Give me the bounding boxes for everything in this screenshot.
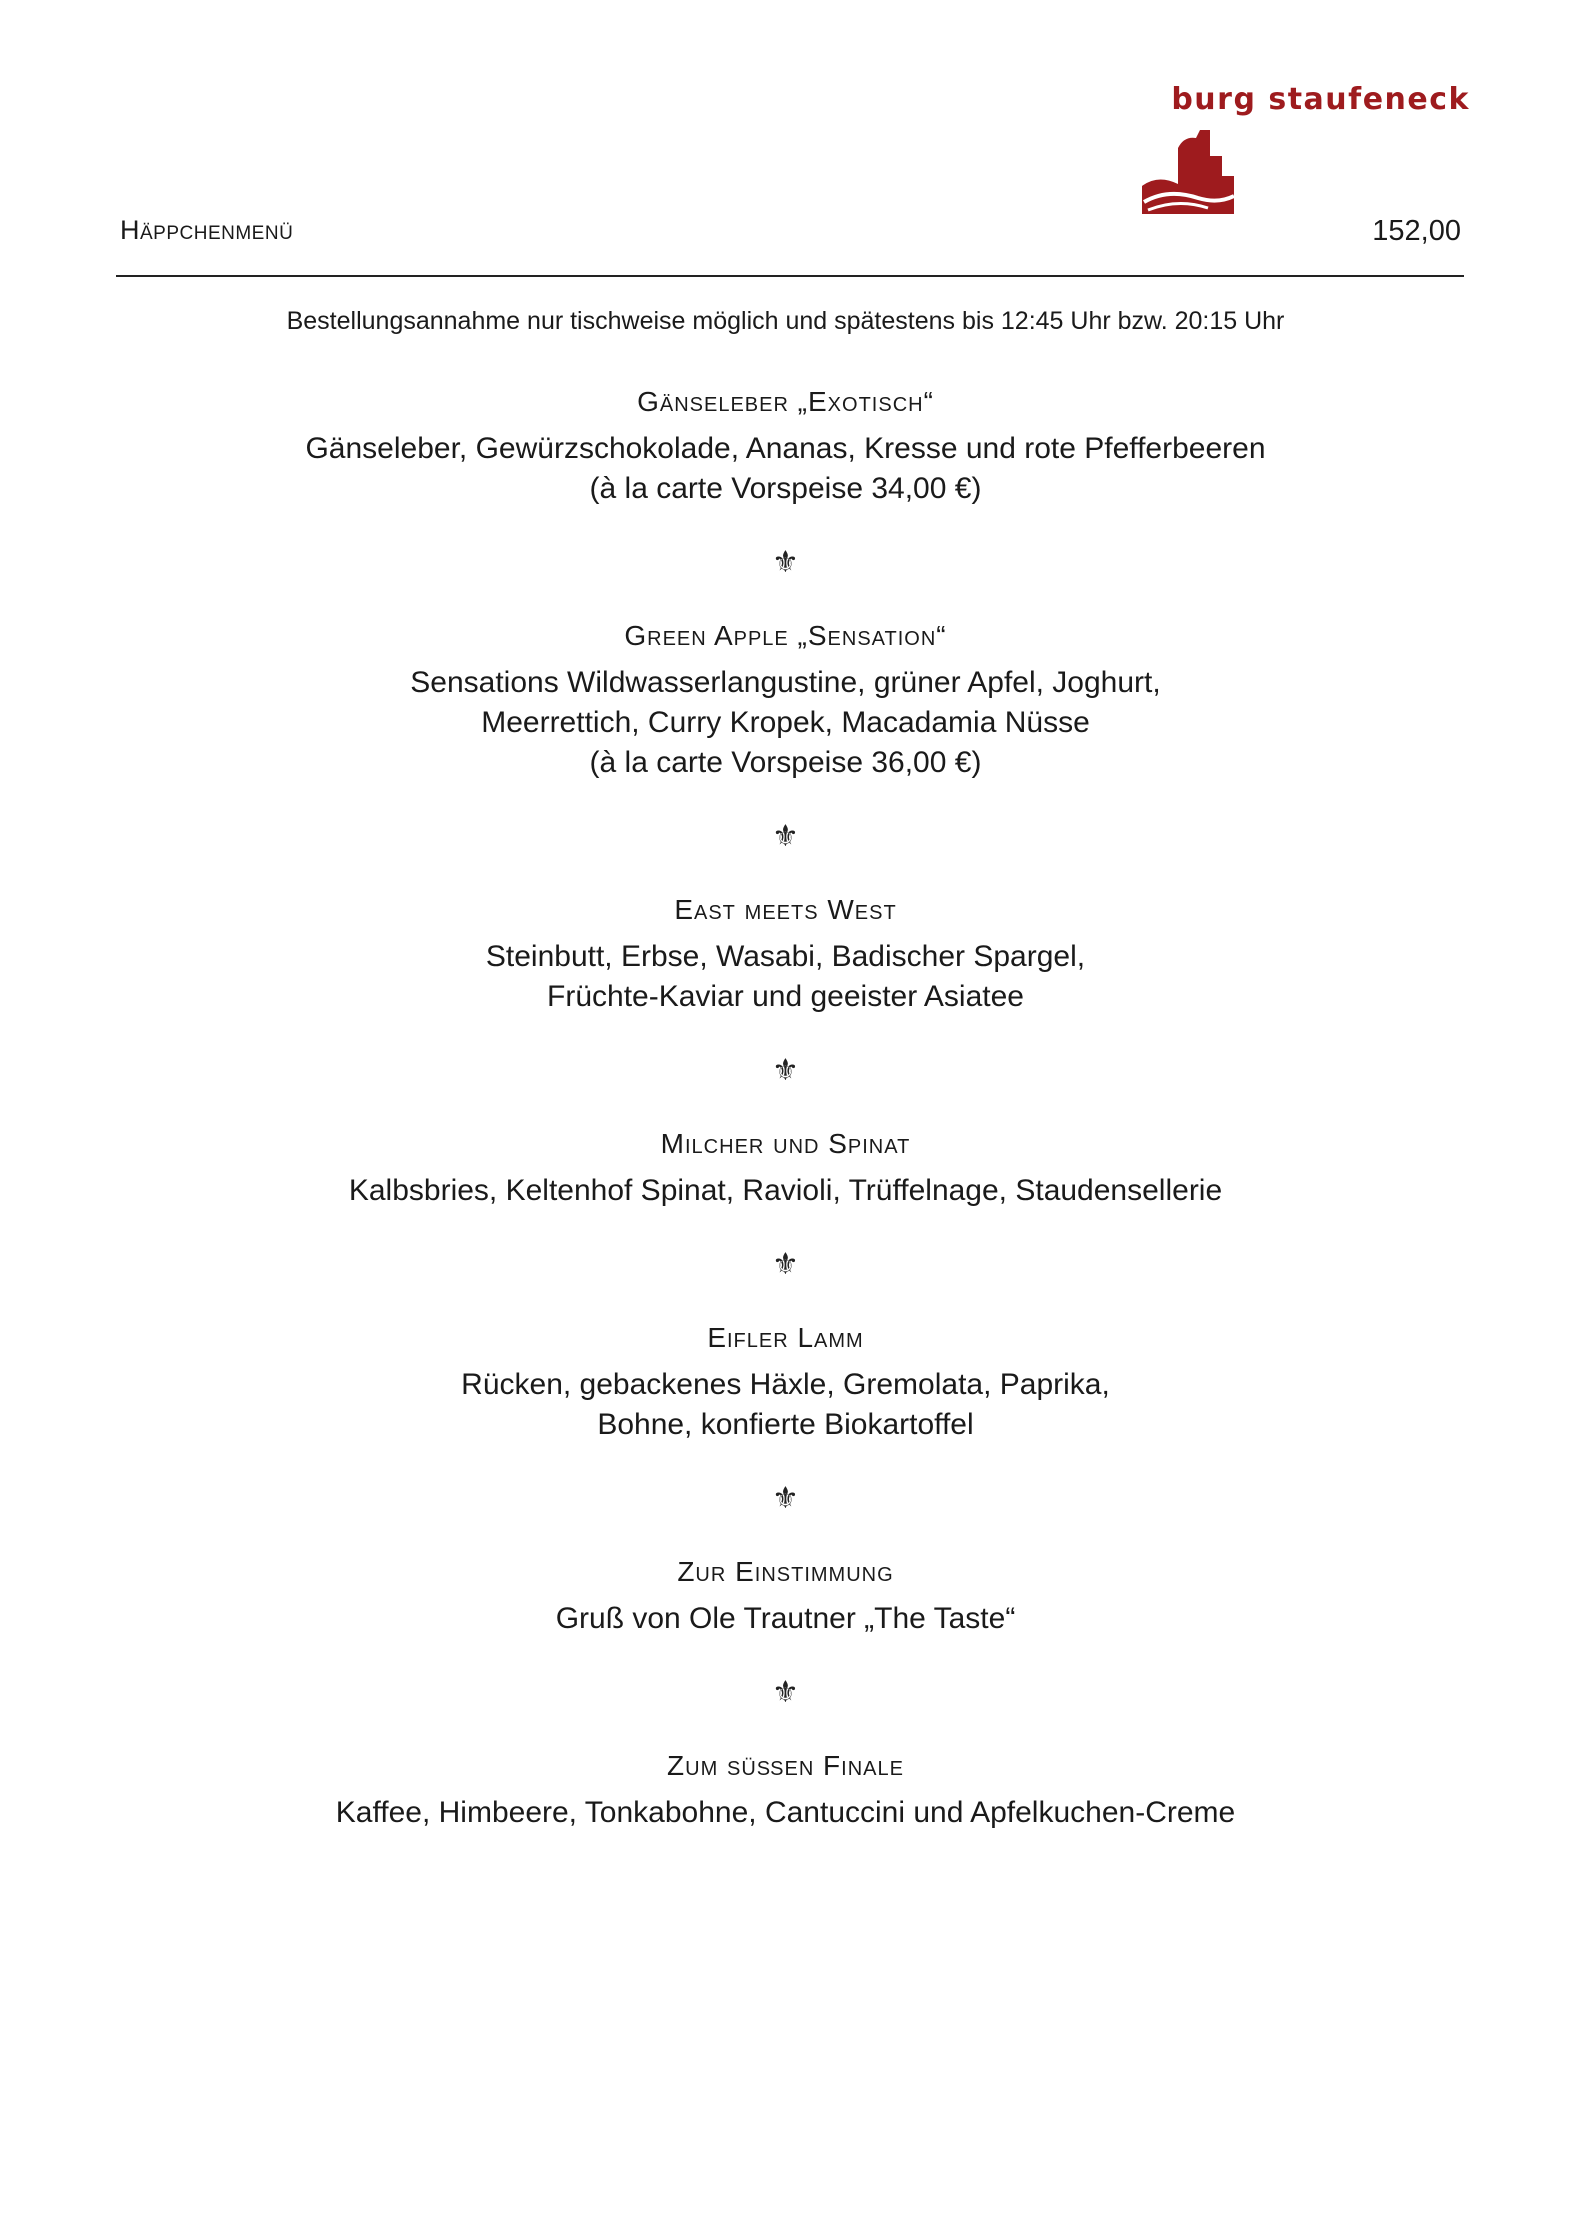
course-description — [0, 1365, 1571, 1445]
course-list — [0, 385, 1571, 1833]
course-description-line: (à la carte Vorspeise 36,00 €) — [589, 746, 982, 779]
menu-price: 152,00 — [1372, 215, 1461, 247]
course-description-line: (à la carte Vorspeise 34,00 €) — [589, 472, 982, 505]
fleur-de-lis-icon: ⚜ — [772, 1482, 799, 1515]
fleur-de-lis-icon: ⚜ — [772, 1248, 799, 1281]
fleur-de-lis-icon: ⚜ — [772, 1054, 799, 1087]
course-description-line: Früchte-Kaviar und geeister Asiatee — [547, 980, 1024, 1013]
course-title: Zum süßen Finale — [667, 1750, 904, 1781]
course-description-line: Meerrettich, Curry Kropek, Macadamia Nüsse — [481, 706, 1090, 739]
course-description-line: Sensations Wildwasserlangustine, grüner Apfel, Joghurt, — [410, 666, 1161, 699]
course-description-line: Rücken, gebackenes Häxle, Gremolata, Paprika, — [461, 1368, 1110, 1401]
course-description — [0, 1793, 1571, 1833]
course-description-line: Steinbutt, Erbse, Wasabi, Badischer Spargel, — [485, 940, 1086, 973]
fleur-de-lis-icon: ⚜ — [772, 1676, 799, 1709]
course-description-line: Kaffee, Himbeere, Tonkabohne, Cantuccini und Apfelkuchen-Creme — [335, 1796, 1236, 1829]
castle-logo-icon — [1138, 126, 1248, 216]
course-description-line: Gänseleber, Gewürzschokolade, Ananas, Kresse und rote Pfefferbeeren — [305, 432, 1266, 465]
course-description — [0, 1171, 1571, 1211]
course-title: Gänseleber „Exotisch“ — [637, 386, 934, 417]
fleur-de-lis-icon: ⚜ — [772, 546, 799, 579]
brand-logo — [1130, 82, 1470, 222]
course-description-line: Gruß von Ole Trautner „The Taste“ — [555, 1602, 1016, 1635]
course-title: Zur Einstimmung — [677, 1556, 894, 1587]
course-item — [0, 619, 1571, 783]
course-description — [0, 1599, 1571, 1639]
course-title: Milcher und Spinat — [660, 1128, 911, 1159]
order-notice: Bestellungsannahme nur tischweise möglich und spätestens bis 12:45 Uhr bzw. 20:15 Uhr — [286, 307, 1285, 335]
course-item — [0, 385, 1571, 509]
brand-logo-text: burg staufeneck — [1171, 82, 1470, 117]
course-item — [0, 1749, 1571, 1833]
header-divider — [116, 275, 1464, 277]
course-description-line: Bohne, konfierte Biokartoffel — [597, 1408, 974, 1441]
course-title: East meets West — [674, 894, 897, 925]
course-item — [0, 893, 1571, 1017]
menu-title: Häppchenmenü — [120, 215, 294, 245]
course-description — [0, 429, 1571, 509]
course-description — [0, 663, 1571, 783]
course-item — [0, 1555, 1571, 1639]
course-item — [0, 1321, 1571, 1445]
course-description — [0, 937, 1571, 1017]
course-title: Eifler Lamm — [707, 1322, 864, 1353]
course-description-line: Kalbsbries, Keltenhof Spinat, Ravioli, Trüffelnage, Staudensellerie — [348, 1174, 1223, 1207]
course-title: Green Apple „Sensation“ — [624, 620, 947, 651]
fleur-de-lis-icon: ⚜ — [772, 820, 799, 853]
course-item — [0, 1127, 1571, 1211]
